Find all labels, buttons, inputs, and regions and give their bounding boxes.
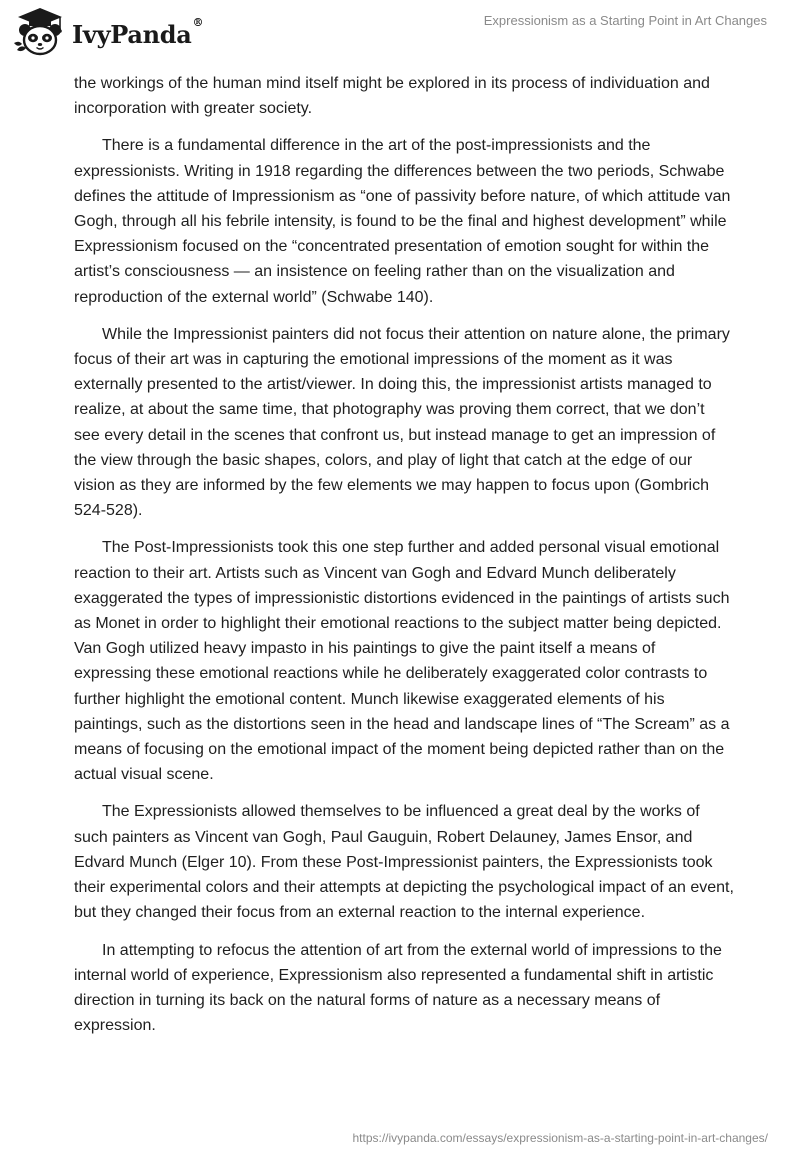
paragraph: The Expressionists allowed themselves to be influenced a great deal by the works of such painters as Vincent van Gogh, Paul Gauguin, Robert Delauney, James Ensor, and Edvard Munch (Elger 10). From these Post-Impressionist painters, the Expressionists took their experimental colors and their attempts at depicting the psychological impact of an event, but they changed their focus from an external reaction to the internal experience. (74, 803, 734, 922)
paragraph: There is a fundamental difference in the art of the post-impressionists and the expressionists. Writing in 1918 regarding the differences between the two periods, Schwabe defines the attitude of Impressionism as “one of passivity before nature, of which attitude van Gogh, through all his febrile intensity, is found to be the final and highest development” while Expressionism focused on the “concentrated presentation of emotion sought for within the artist’s consciousness — an insistence on feeling rather than on the visualization and reproduction of the external world” (Schwabe 140). (74, 137, 731, 306)
document-title: Expressionism as a Starting Point in Art Changes (483, 13, 767, 28)
brand-logo[interactable] (12, 6, 203, 58)
source-url[interactable]: https://ivypanda.com/essays/expressionism-as-a-starting-point-in-art-changes/ (352, 1131, 768, 1145)
panda-graduate-icon (12, 6, 68, 58)
paragraph: the workings of the human mind itself might be explored in its process of individuation and incorporation with greater society. (74, 75, 710, 118)
brand-name: IvyPanda® (72, 15, 204, 49)
essay-body (74, 71, 734, 1050)
page-header (0, 0, 800, 64)
paragraph: In attempting to refocus the attention of art from the external world of impressions to the internal world of experience, Expressionism also represented a fundamental shift in artistic direction in turning its back on the natural forms of nature as a necessary means of expression. (74, 941, 722, 1035)
paragraph: While the Impressionist painters did not focus their attention on nature alone, the primary focus of their art was in capturing the emotional impressions of the moment as it was externally presented to the artist/viewer. In doing this, the impressionist artists managed to realize, at about the same time, that photography was proving them correct, that we don’t see every detail in the scenes that confront us, but instead manage to get an impression of the view through the basic shapes, colors, and play of light that catch at the edge of our vision as they are informed by the few elements we may happen to focus upon (Gombrich 524-528). (74, 325, 730, 520)
paragraph: The Post-Impressionists took this one step further and added personal visual emotional reaction to their art. Artists such as Vincent van Gogh and Edvard Munch deliberately exaggerated the types of impressionistic distortions evidenced in the paintings of artists such as Monet in order to highlight their emotional reactions to the subject matter being depicted. Van Gogh utilized heavy impasto in his paintings to give the paint itself a means of expressing these emotional reactions while he deliberately exaggerated color contrasts to further highlight the emotional content. Munch likewise exaggerated elements of his paintings, such as the distortions seen in the head and landscape lines of “The Scream” as a means of focusing on the emotional impact of the moment being depicted rather than on the actual visual scene. (74, 539, 730, 784)
